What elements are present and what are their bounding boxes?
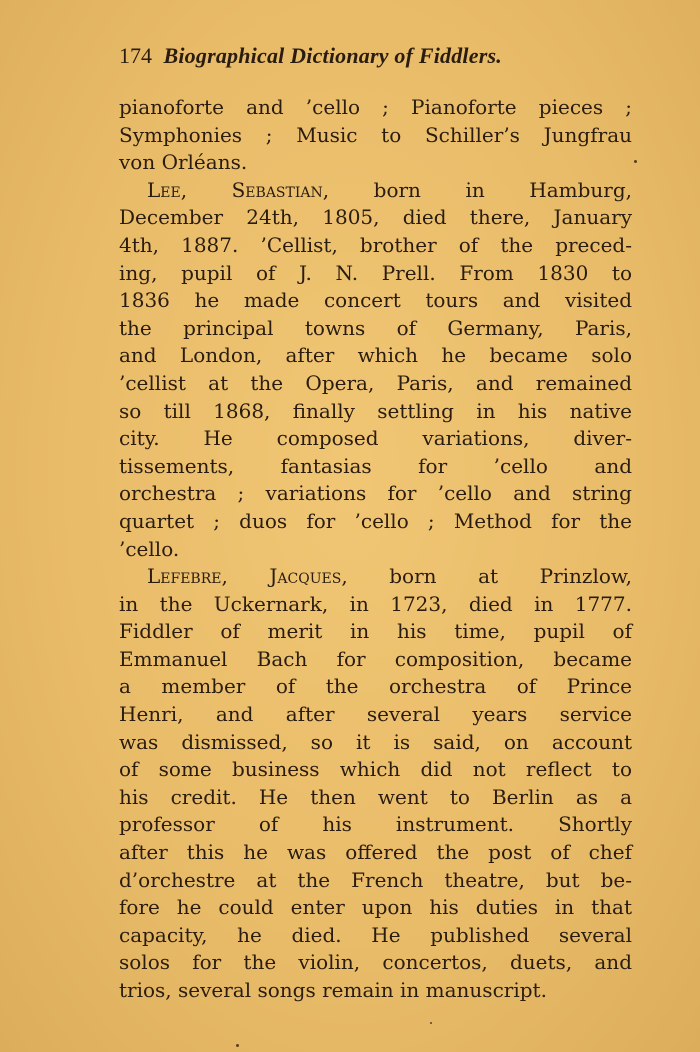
- paper-speck: [634, 160, 637, 163]
- text-line: professor of his instrument. Shortly: [119, 812, 632, 837]
- text-line: von Orléans.: [119, 150, 248, 175]
- text-line: the principal towns of Germany, Paris,: [119, 315, 632, 340]
- text-line: was dismissed, so it is said, on account: [119, 729, 632, 754]
- text-line: fore he could enter upon his duties in that: [119, 895, 632, 920]
- text-line: d’orchestre at the French theatre, but be-: [119, 867, 632, 892]
- text-line: ’cellist at the Opera, Paris, and remained: [119, 370, 632, 395]
- text-line: of some business which did not reflect to: [119, 757, 632, 782]
- text-line: ’cello.: [119, 536, 180, 561]
- text-line: ing, pupil of J. N. Prell. From 1830 to: [119, 260, 632, 285]
- entry-name: Lefebre, Jacques,: [147, 564, 348, 589]
- text-line: tissements, fantasias for ’cello and: [119, 453, 632, 478]
- text-line: so till 1868, finally settling in his native: [119, 398, 632, 423]
- text-line: Symphonies ; Music to Schiller’s Jungfrau: [119, 122, 632, 147]
- text-line: 1836 he made concert tours and visited: [119, 288, 632, 313]
- text-line: trios, several songs remain in manuscript.: [119, 978, 547, 1002]
- text-line: a member of the orchestra of Prince: [119, 674, 632, 699]
- text-line: and London, after which he became solo: [119, 343, 632, 368]
- paper-speck: [430, 1022, 432, 1024]
- text-line: pianoforte and ’cello ; Pianoforte pieces ;: [119, 95, 632, 119]
- entry-heading-line: Lee, Sebastian, born in Hamburg,: [147, 177, 632, 202]
- entry-heading-line: Lefebre, Jacques, born at Prinzlow,: [147, 564, 632, 589]
- text-line: Henri, and after several years service: [119, 702, 632, 727]
- text-line: capacity, he died. He published several: [119, 922, 632, 947]
- entry-name: Lee, Sebastian,: [147, 177, 330, 202]
- text-line: orchestra ; variations for ’cello and string: [119, 481, 632, 506]
- text-line: his credit. He then went to Berlin as a: [119, 784, 632, 809]
- book-page: [119, 0, 632, 1052]
- running-title: Biographical Dictionary of Fiddlers.: [163, 43, 502, 68]
- page-number: 174: [119, 43, 152, 68]
- text-line: in the Uckernark, in 1723, died in 1777.: [119, 591, 632, 616]
- text-line: city. He composed variations, diver-: [119, 426, 632, 451]
- text-line: December 24th, 1805, died there, January: [119, 205, 632, 230]
- text-line: quartet ; duos for ’cello ; Method for the: [119, 508, 632, 533]
- running-header: [119, 42, 632, 70]
- text-line: 4th, 1887. ’Cellist, brother of the preced-: [119, 232, 632, 257]
- text-line: after this he was offered the post of chef: [119, 840, 632, 865]
- paper-speck: [236, 1044, 239, 1047]
- text-line: Emmanuel Bach for composition, became: [119, 646, 632, 671]
- text-line: solos for the violin, concertos, duets, and: [119, 950, 632, 975]
- body-text: [119, 94, 632, 1005]
- text-line: Fiddler of merit in his time, pupil of: [119, 619, 632, 644]
